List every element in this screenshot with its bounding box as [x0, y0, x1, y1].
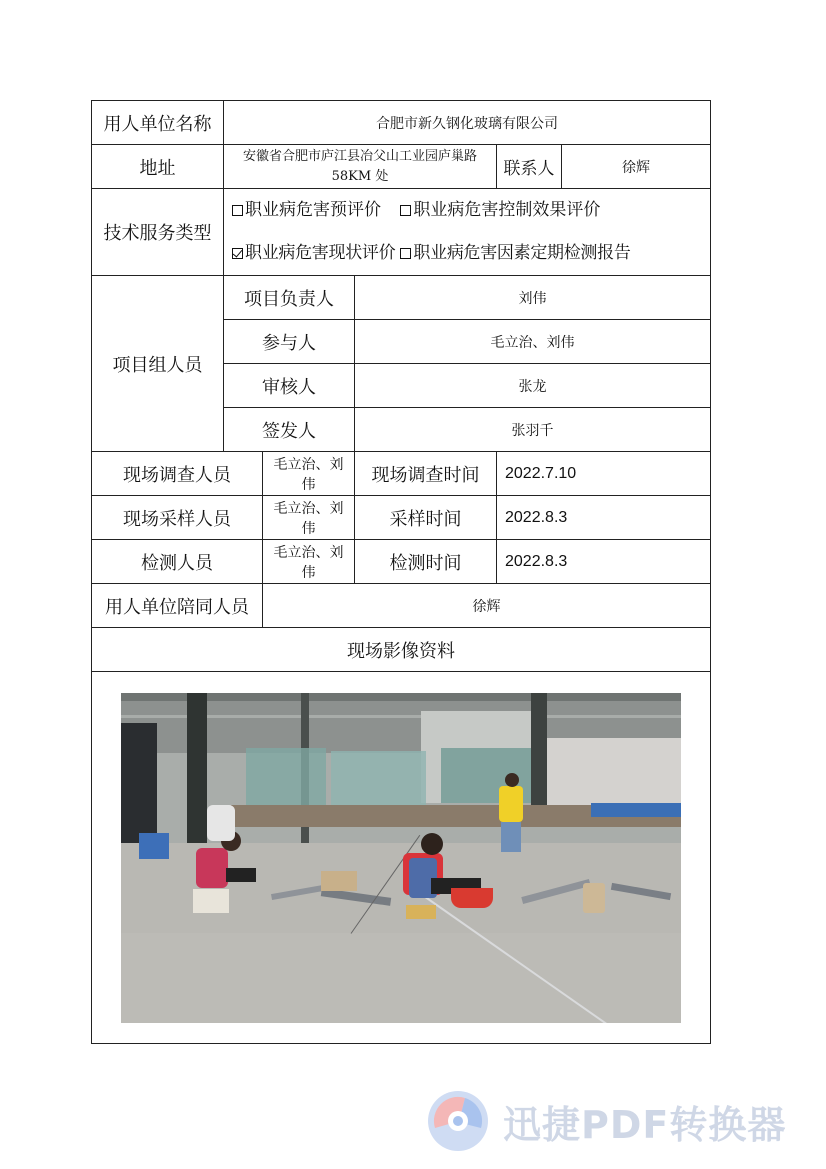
service-option-control-effect: 职业病危害控制效果评价 — [400, 189, 600, 232]
site-photo — [121, 693, 681, 1023]
photo-cell — [92, 672, 711, 1044]
testing-staff-value: 毛立治、刘伟 — [263, 540, 355, 584]
service-type-label: 技术服务类型 — [92, 189, 224, 276]
sampling-staff-value: 毛立治、刘伟 — [263, 496, 355, 540]
accompany-staff-label: 用人单位陪同人员 — [92, 584, 263, 628]
team-member: 张龙 — [355, 364, 711, 408]
checkbox-icon — [400, 248, 411, 259]
team-role: 审核人 — [224, 364, 355, 408]
checkbox-icon — [232, 205, 243, 216]
checkbox-icon — [400, 205, 411, 216]
survey-staff-label: 现场调查人员 — [92, 452, 263, 496]
survey-time-value: 2022.7.10 — [497, 452, 711, 496]
service-option-pre-evaluation: 职业病危害预评价 — [232, 189, 381, 232]
address-value: 安徽省合肥市庐江县冶父山工业园庐巢路 58KM 处 — [224, 145, 497, 189]
survey-staff-value: 毛立治、刘伟 — [263, 452, 355, 496]
checkbox-checked-icon — [232, 248, 243, 259]
employer-label: 用人单位名称 — [92, 101, 224, 145]
survey-time-label: 现场调查时间 — [355, 452, 497, 496]
service-option-periodic-testing: 职业病危害因素定期检测报告 — [400, 232, 630, 275]
team-label: 项目组人员 — [92, 276, 224, 452]
address-label: 地址 — [92, 145, 224, 189]
pdf-converter-logo-icon — [425, 1088, 491, 1154]
team-role: 签发人 — [224, 408, 355, 452]
testing-time-value: 2022.8.3 — [497, 540, 711, 584]
contact-value: 徐辉 — [562, 145, 711, 189]
team-member: 张羽千 — [355, 408, 711, 452]
team-member: 毛立治、刘伟 — [355, 320, 711, 364]
testing-time-label: 检测时间 — [355, 540, 497, 584]
team-member: 刘伟 — [355, 276, 711, 320]
inspection-info-table — [91, 100, 711, 1044]
testing-staff-label: 检测人员 — [92, 540, 263, 584]
watermark-text: 迅捷PDF转换器 — [503, 1102, 787, 1147]
sampling-time-value: 2022.8.3 — [497, 496, 711, 540]
photo-section-title: 现场影像资料 — [92, 628, 711, 672]
service-option-status-evaluation: 职业病危害现状评价 — [232, 232, 395, 275]
employer-value: 合肥市新久钢化玻璃有限公司 — [224, 101, 711, 145]
team-role: 参与人 — [224, 320, 355, 364]
sampling-staff-label: 现场采样人员 — [92, 496, 263, 540]
team-role: 项目负责人 — [224, 276, 355, 320]
service-type-options — [224, 189, 711, 276]
contact-label: 联系人 — [497, 145, 562, 189]
accompany-staff-value: 徐辉 — [263, 584, 711, 628]
watermark — [425, 1088, 815, 1154]
sampling-time-label: 采样时间 — [355, 496, 497, 540]
